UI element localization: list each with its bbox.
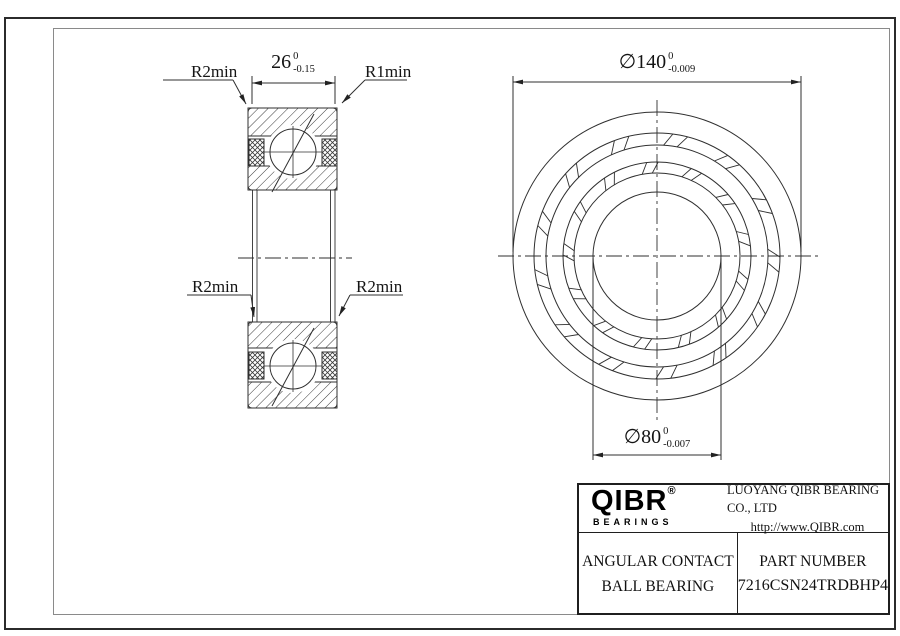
- label-r2min-top-left: R2min: [191, 62, 238, 81]
- dimension-outer-diameter: [619, 52, 696, 76]
- section-view-top: [248, 108, 337, 192]
- part-number-value: 7216CSN24TRDBHP4: [737, 577, 888, 595]
- label-r1min-top-right: R1min: [365, 62, 412, 81]
- dimension-width-value: 26: [271, 51, 292, 73]
- dimension-width-lines: [252, 76, 335, 104]
- dimension-width: [271, 52, 315, 76]
- registered-trademark-icon: ®: [667, 485, 677, 497]
- dimension-width-tolerance: 0 -0.15: [293, 51, 315, 75]
- product-type-line1: ANGULAR CONTACT: [582, 553, 734, 570]
- title-block-detail-row: [579, 533, 888, 615]
- dimension-bore-value: ∅80: [623, 426, 662, 448]
- dimension-bore-diameter: [624, 427, 691, 451]
- product-description-cell: [579, 533, 738, 615]
- part-number-label: PART NUMBER: [759, 552, 867, 570]
- brand-subtitle: BEARINGS: [593, 516, 673, 527]
- company-name: LUOYANG QIBR BEARING CO., LTD: [727, 483, 880, 516]
- company-info: [727, 485, 888, 532]
- brand-logo: [579, 485, 727, 532]
- title-block-header-row: [579, 485, 888, 533]
- label-r2min-bottom-left: R2min: [192, 277, 239, 296]
- section-view-bottom: [248, 322, 337, 408]
- bore-silhouette-lines: [253, 190, 336, 322]
- dimension-outer-value: ∅140: [618, 51, 667, 73]
- company-website[interactable]: http://www.QIBR.com: [750, 519, 865, 534]
- part-number-cell: [738, 533, 888, 615]
- dimension-bore-tolerance: 0 -0.007: [663, 426, 691, 450]
- brand-name: [591, 485, 727, 517]
- label-r2min-bottom-right: R2min: [356, 277, 403, 296]
- brand-text: QIBR: [591, 485, 668, 517]
- product-type-line2: BALL BEARING: [601, 577, 715, 595]
- title-block: [577, 483, 890, 615]
- dimension-outer-tolerance: 0 -0.009: [668, 51, 696, 75]
